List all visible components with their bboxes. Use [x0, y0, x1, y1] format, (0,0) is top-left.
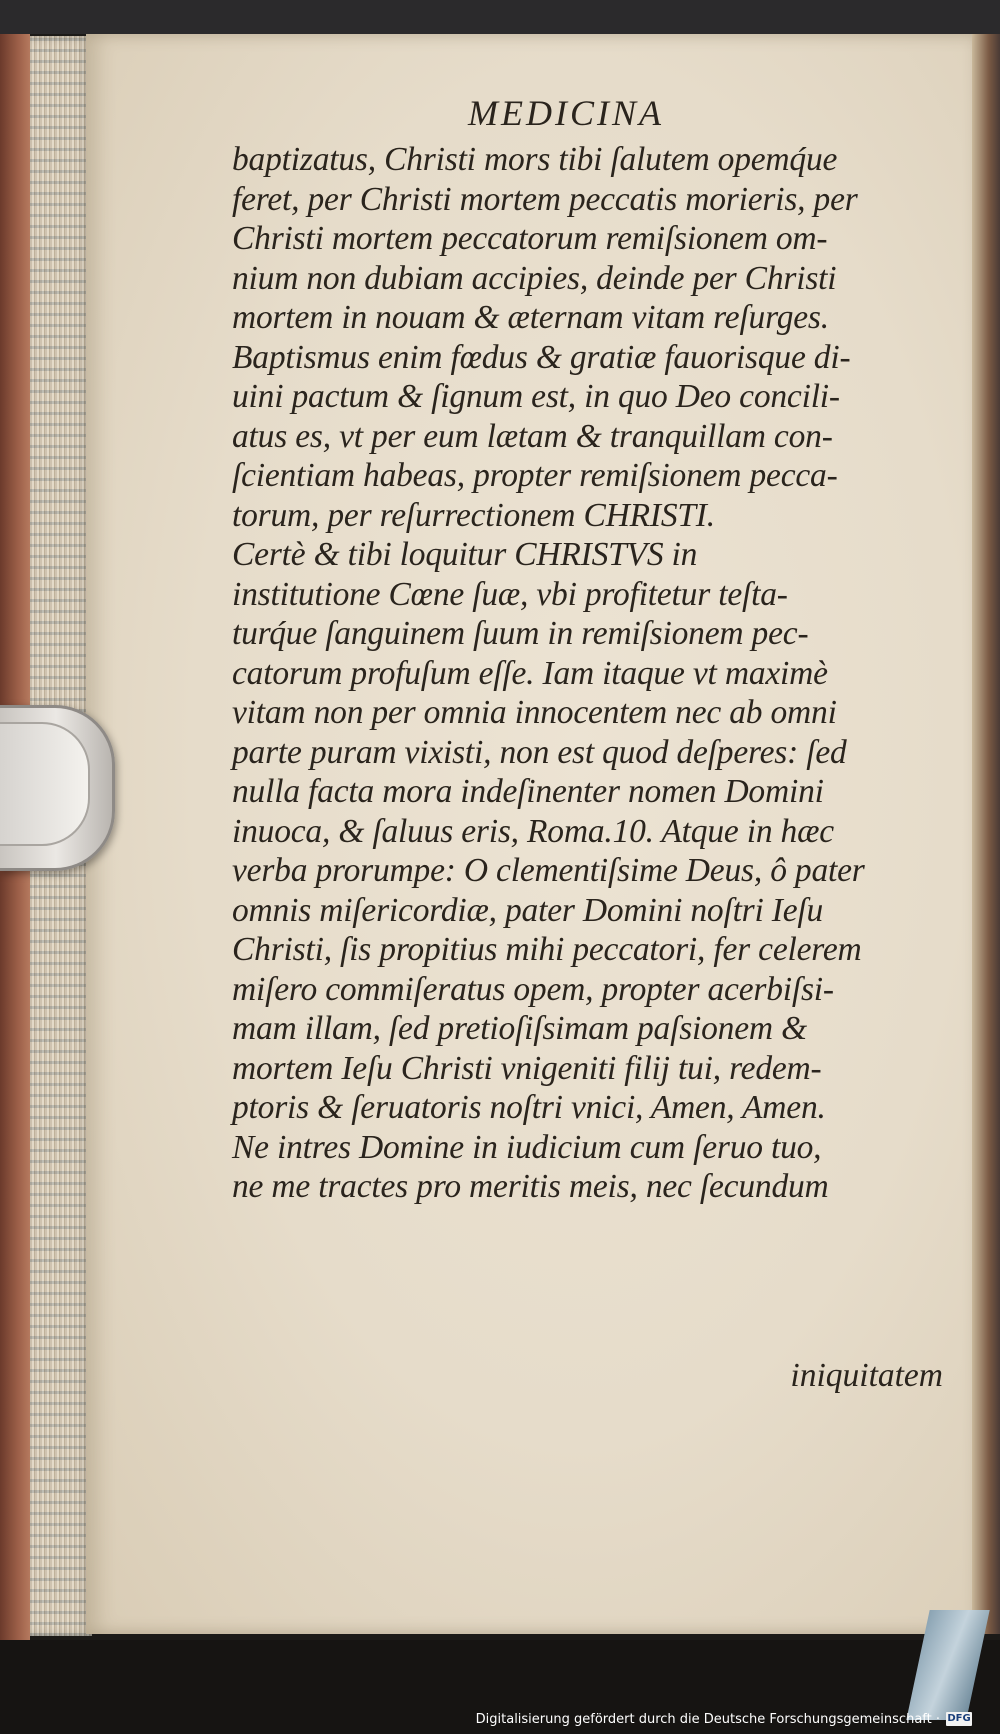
credit-text: Digitalisierung gefördert durch die Deutsche Forschungsgemeinschaft · [475, 1711, 940, 1727]
text-line: omnis miſericordiæ, pater Domini noſtri Ieſu [232, 891, 824, 929]
running-header: MEDICINA [468, 93, 664, 133]
text-line: vitam non per omnia innocentem nec ab omni [232, 694, 837, 731]
text-line: feret, per Christi mortem peccatis morieris, per [232, 180, 858, 218]
page-right-edge [972, 34, 1000, 1634]
page-clip-inner [0, 722, 90, 846]
catchword: iniquitatem [790, 1357, 943, 1394]
text-line: nium non dubiam accipies, deinde per Christi [232, 259, 837, 297]
text-line: mortem in nouam & æternam vitam reſurges. [232, 299, 829, 336]
text-line: atus es, vt per eum lætam & tranquillam con- [232, 417, 833, 455]
text-line: inuoca, & ſaluus eris, Roma.10. Atque in hæc [232, 812, 834, 850]
text-line: Baptismus enim fœdus & gratiæ fauorisque di- [232, 338, 851, 376]
text-line: Certè & tibi loquitur CHRISTVS in [232, 536, 698, 573]
text-line: ne me tractes pro meritis meis, nec ſecundum [232, 1168, 829, 1205]
text-line: miſero commiſeratus opem, propter acerbiſsi- [232, 970, 834, 1008]
text-line: turq́ue ſanguinem ſuum in remiſsionem pec- [232, 615, 809, 652]
dfg-logo-icon: DFG [947, 1713, 971, 1724]
body-text [232, 140, 942, 1207]
text-line: ſcientiam habeas, propter remiſsionem pecca- [232, 457, 838, 494]
text-line: institutione Cœne ſuæ, vbi profitetur teſta- [232, 575, 788, 613]
text-line: nulla facta mora indeſinenter nomen Domini [232, 773, 824, 810]
text-line: mam illam, ſed pretioſiſsimam paſsionem & [232, 1010, 807, 1047]
text-line: torum, per reſurrectionem CHRISTI. [232, 496, 715, 534]
text-line: verba prorumpe: O clementiſsime Deus, ô pater [232, 852, 865, 889]
scan-background-top [0, 0, 1000, 34]
text-line: Christi mortem peccatorum remiſsionem om- [232, 220, 828, 257]
text-line: catorum profuſum eſſe. Iam itaque vt maximè [232, 654, 828, 692]
text-line: ptoris & ſeruatoris noſtri vnici, Amen, Amen. [232, 1089, 826, 1126]
text-line: parte puram vixisti, non est quod deſperes: ſed [232, 733, 847, 771]
text-line: Christi, ſis propitius mihi peccatori, fer celerem [232, 931, 862, 968]
text-line: mortem Ieſu Christi vnigeniti filij tui, redem- [232, 1049, 822, 1087]
digitization-credit [476, 1710, 972, 1728]
text-line: uini pactum & ſignum est, in quo Deo concili- [232, 378, 840, 415]
text-line: baptizatus, Christi mors tibi ſalutem opemq́ue [232, 141, 838, 178]
text-line: Ne intres Domine in iudicium cum ſeruo tuo, [232, 1128, 822, 1166]
